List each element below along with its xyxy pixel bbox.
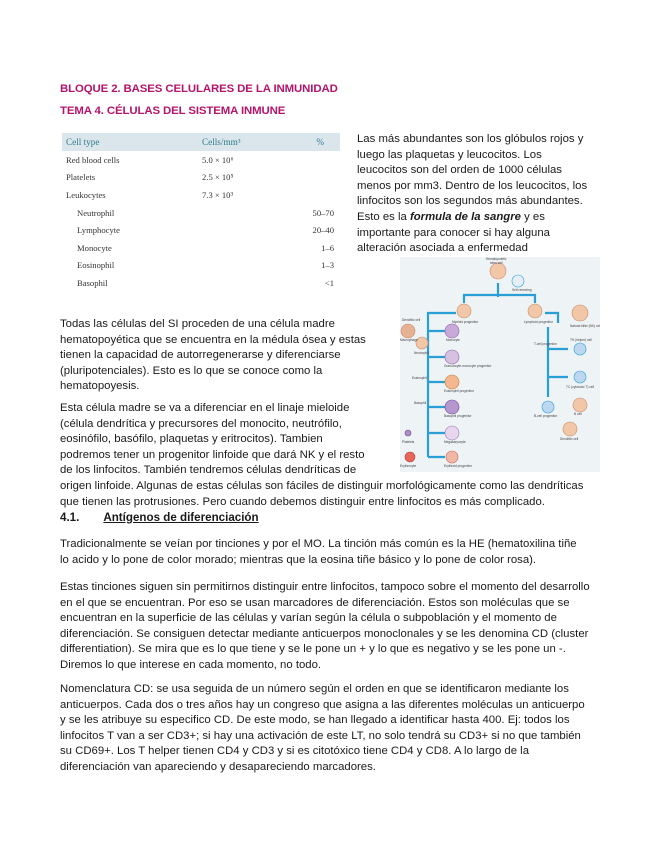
cell-pct: 1–3 <box>321 260 334 271</box>
text-run: Esto es la <box>357 210 410 223</box>
table-row <box>62 186 340 204</box>
text-line: linfocitos T van a ser CD3+; si hay una activación de este LT, no solo tendrá su CD3+ si no que también <box>60 729 581 742</box>
cell-count-table <box>62 133 340 292</box>
table-row <box>62 239 340 257</box>
text-line: leucocitos son del orden de 1000 células <box>357 164 562 177</box>
label-basophil: Basophil <box>414 401 427 405</box>
text-line: (pluripotenciales). Esto es lo que se conoce como la <box>60 364 323 377</box>
text-line: Diremos lo que interese en cada momento, no todo. <box>60 658 322 671</box>
label-tc: TC (cytotoxic T) cell <box>566 385 595 389</box>
topic-title: TEMA 4. CÉLULAS DEL SISTEMA INMUNE <box>60 105 286 117</box>
col-cell-type: Cell type <box>66 137 100 147</box>
intro-paragraph <box>357 132 599 257</box>
label-th: TH (helper) cell <box>570 338 592 342</box>
cell-count <box>198 274 298 292</box>
table-row <box>62 221 340 239</box>
col-cells-mm3: Cells/mm³ <box>202 137 241 147</box>
label-erythroid: Erythroid progenitor <box>444 464 472 468</box>
cell-type: Red blood cells <box>66 154 120 165</box>
table-row <box>62 257 340 275</box>
table-header-row <box>62 133 340 151</box>
text-line: differentiation). Se mira que es lo que tiene y se le pone un + y lo que es negativo y se les pone un -. <box>60 643 566 656</box>
text-line: que tienen las protrusiones. Pero cuando debemos distinguir entre linfocitos es más complicado. <box>60 495 545 508</box>
text-line: linfocitos son los segundos más abundantes. <box>357 195 583 208</box>
paragraph-lineages <box>60 401 600 510</box>
label-erythrocyte: Erythrocyte <box>400 464 417 468</box>
paragraph-markers <box>60 580 600 674</box>
emphasis-text: formula de la sangre <box>409 210 521 223</box>
cell-pct <box>298 151 340 169</box>
cell-pct: <1 <box>324 277 334 288</box>
cell-pct: 20–40 <box>312 225 334 236</box>
cell-type: Lymphocyte <box>77 225 120 236</box>
label-macrophage: Macrophage <box>400 338 418 342</box>
label-hsc: Hematopoietic <box>486 257 507 261</box>
text-line: eosinófilo, basófilo, plaquetas y eritrocitos). Tambien <box>60 433 323 446</box>
text-line: hematopoyesis. <box>60 380 140 393</box>
text-line: podremos tener un progenitor linfoide que dará NK y el resto <box>60 448 365 461</box>
label-b-cell: B cell <box>574 412 582 416</box>
label-bas-progenitor: Basophil progenitor <box>444 414 472 418</box>
cell-count: 7.3 × 10³ <box>202 189 234 200</box>
label-myeloid: Myeloid progenitor <box>452 320 479 324</box>
cell-pct: 1–6 <box>321 242 334 253</box>
cell-type: Platelets <box>66 172 96 183</box>
label-b-progenitor: B-cell progenitor <box>534 414 558 418</box>
text-line: tienen la capacidad de autorregenerarse y diferenciarse <box>60 349 341 362</box>
section-title: Antígenos de diferenciación <box>103 511 259 524</box>
section-number: 4.1. <box>60 511 80 524</box>
text-line: diferenciación. Se consiguen detectar mediante anticuerpos monoclonales y se les denomina CD (cluster <box>60 627 589 640</box>
paragraph-stem-cell <box>60 317 374 395</box>
text-line: (célula dendrítica y precursores del monocito, neutrófilo, <box>60 417 342 430</box>
label-gm-progenitor: Granulocyte-monocyte progenitor <box>444 364 492 368</box>
table-row <box>62 169 340 187</box>
label-dendritic-2: Dendritic cell <box>560 437 579 441</box>
text-line <box>357 210 599 226</box>
label-dendritic: Dendritic cell <box>402 318 421 322</box>
table-row <box>62 204 340 222</box>
block-title: BLOQUE 2. BASES CELULARES DE LA INMUNIDAD <box>60 83 338 95</box>
label-neutrophil: Neutrophil <box>414 351 429 355</box>
text-line: de los linfocitos. También tendremos células dendríticas de <box>60 464 357 477</box>
text-line: alteración asociada a enfermedad <box>357 242 528 255</box>
cell-pct <box>298 186 340 204</box>
text-line: Nomenclatura CD: se usa seguida de un número según el orden en que se identificaron mediante los <box>60 683 569 695</box>
cell-pct: 50–70 <box>312 207 334 218</box>
label-megakaryocyte: Megakaryocyte <box>444 440 466 444</box>
paragraph-cd-nomenclature <box>60 682 600 776</box>
text-line: diferenciación van apareciendo y desapareciendo marcadores. <box>60 760 376 773</box>
text-line: origen linfoide. Algunas de estas células son fáciles de distinguir morfológicamente como las dendríticas <box>60 479 584 492</box>
table-row <box>62 274 340 292</box>
cell-count: 5.0 × 10⁶ <box>202 154 234 165</box>
cell-count <box>198 221 298 239</box>
text-line: luego las plaquetas y leucocitos. Los <box>357 148 542 161</box>
section-heading <box>60 511 259 524</box>
cell-pct <box>298 169 340 187</box>
text-line: lo acido y lo pone de color morado; mientras que la eosina tiñe básico y lo pone de color rosa). <box>60 553 537 566</box>
text-line: importante para conocer si hay alguna <box>357 226 550 239</box>
cell-count <box>198 257 298 275</box>
col-percent: % <box>316 137 324 147</box>
text-line: en el que se encuentran. Por eso se usan marcadores de diferenciación. Estos son moléculas que se <box>60 596 570 609</box>
paragraph-stains <box>60 537 600 568</box>
label-t-progenitor: T-cell progenitor <box>534 342 557 346</box>
text-line: Las más abundantes son los glóbulos rojos y <box>357 133 584 145</box>
cell-count <box>198 239 298 257</box>
text-line: hematopoyética que se encuentra en la médula ósea y estas <box>60 333 366 346</box>
cell-count: 2.5 × 10⁵ <box>202 172 234 183</box>
text-line: Esta célula madre se va a diferenciar en el linaje mieloide <box>60 402 350 414</box>
text-line: Estas tinciones siguen sin permitirnos distinguir entre linfocitos, tampoco sobre el momento del desarrollo <box>60 581 590 593</box>
cell-type: Leukocytes <box>66 189 106 200</box>
text-line: y se les atribuye su especifico CD. De este modo, se han llegado a identificar hasta 400. Ej: todos los <box>60 714 570 727</box>
text-line: su CD69+. Los T helper tienen CD4 y CD3 y si es citotóxico tiene CD4 y CD8. A lo largo de la <box>60 745 530 758</box>
text-run: y es <box>520 210 545 223</box>
label-lymphoid: Lymphoid progenitor <box>524 320 553 324</box>
cell-count <box>198 204 298 222</box>
text-line: anticuerpos. Cada dos o tres años hay un congreso que asigna a las diferentes moléculas un anticuerpo <box>60 698 585 711</box>
label-eos-progenitor: Eosinophil progenitor <box>444 389 474 393</box>
cell-type: Basophil <box>77 277 108 288</box>
label-eosinophil: Eosinophil <box>412 376 427 380</box>
cell-type: Monocyte <box>77 242 112 253</box>
label-hsc-2: stem cell <box>490 261 503 265</box>
text-line: menos por mm3. Dentro de los leucocitos, los <box>357 179 588 192</box>
text-line: encuentran en la superficie de las células y varían según la célula o subpoblación y el momento de <box>60 612 557 625</box>
text-line: Todas las células del SI proceden de una célula madre <box>60 318 335 330</box>
cell-type: Eosinophil <box>77 260 115 271</box>
table-row <box>62 151 340 169</box>
label-monocyte: Monocyte <box>446 338 460 342</box>
label-nk: Natural killer (NK) cell <box>570 324 600 328</box>
label-platelets: Platelets <box>402 440 415 444</box>
cell-type: Neutrophil <box>77 207 115 218</box>
label-self-renewing: Self-renewing <box>512 288 532 292</box>
text-line: Tradicionalmente se veían por tinciones y por el MO. La tinción más común es la HE (hematoxilina tiñe <box>60 538 577 550</box>
